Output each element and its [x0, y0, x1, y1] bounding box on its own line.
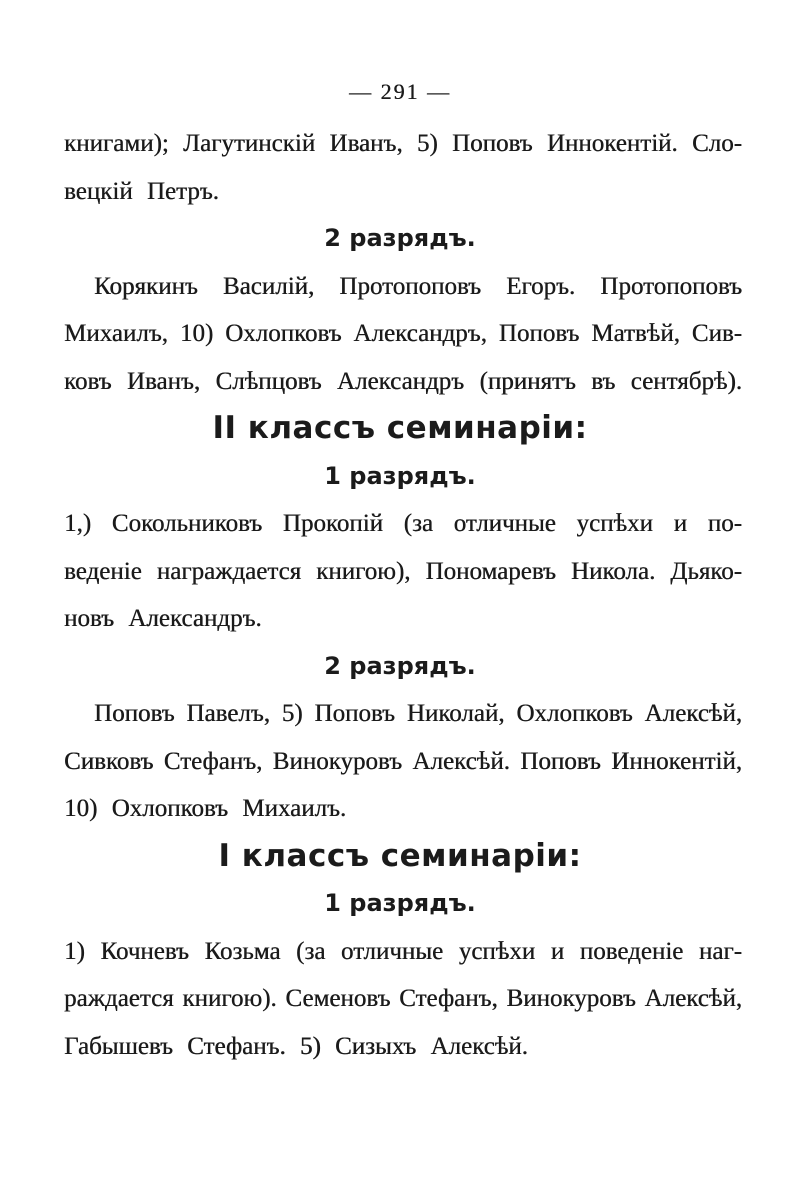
text-line: 10) Охлопковъ Михаилъ.	[64, 795, 347, 822]
text-line: новъ Александръ.	[64, 605, 262, 632]
text-line: вецкій Петръ.	[64, 177, 219, 205]
rank-subheading: 2 разрядъ.	[324, 651, 476, 680]
class-heading: I классъ семинаріи:	[218, 837, 582, 874]
paragraph-continuation	[64, 120, 742, 215]
rank-subheading: 1 разрядъ.	[324, 889, 476, 917]
page-number: — 291 —	[349, 79, 451, 104]
rank-subheading: 2 разрядъ.	[324, 224, 476, 252]
text-line: Корякинъ Василій, Протопоповъ Егоръ. Протопоповъ	[94, 272, 742, 300]
text-line: Габышевъ Стефанъ. 5) Сизыхъ Алексѣй.	[64, 1032, 528, 1060]
text-line: веденіе награждается книгою), Пономаревъ Никола. Дьяко-	[64, 557, 742, 585]
text-line: ковъ Иванъ, Слѣпцовъ Александръ (принятъ въ сентябрѣ).	[64, 367, 742, 395]
text-line: раждается книгою). Семеновъ Стефанъ, Винокуровъ Алексѣй,	[64, 985, 742, 1012]
paragraph-rank2-list	[64, 263, 742, 406]
text-line: 1) Кочневъ Козьма (за отличные успѣхи и поведеніе наг-	[64, 937, 742, 965]
text-line: Сивковъ Стефанъ, Винокуровъ Алексѣй. Поповъ Иннокентій,	[64, 747, 742, 775]
paragraph-rank1-list	[64, 928, 742, 1071]
paragraph-rank1-list	[64, 500, 742, 643]
text-line: 1,) Сокольниковъ Прокопій (за отличные успѣхи и по-	[64, 510, 742, 537]
scanned-page	[0, 80, 800, 1200]
text-line: Михаилъ, 10) Охлопковъ Александръ, Поповъ Матвѣй, Сив-	[64, 320, 742, 347]
text-line: Поповъ Павелъ, 5) Поповъ Николай, Охлопковъ Алексѣй,	[94, 700, 742, 727]
paragraph-rank2-list	[64, 690, 742, 833]
rank-subheading: 1 разрядъ.	[324, 461, 476, 490]
class-heading: II классъ семинаріи:	[212, 410, 588, 446]
text-line: книгами); Лагутинскій Иванъ, 5) Поповъ Иннокентій. Сло-	[64, 130, 742, 157]
